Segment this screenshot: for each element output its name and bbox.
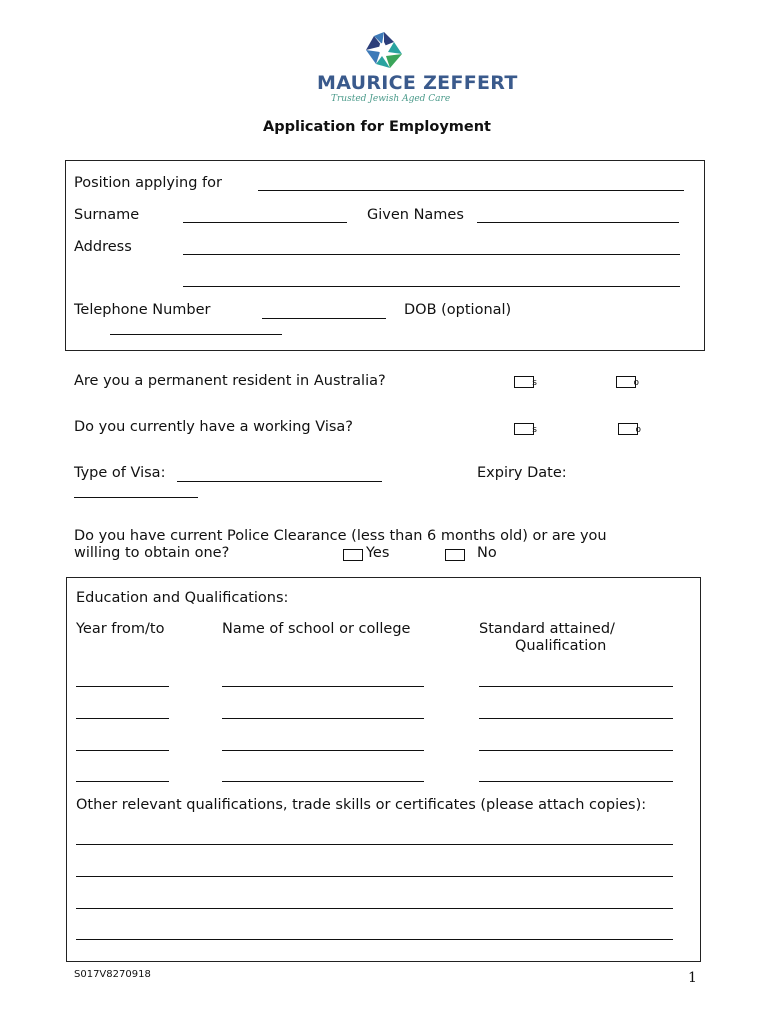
education-year-field-3[interactable] xyxy=(76,750,169,751)
police-clearance-question-line-2: willing to obtain one? xyxy=(74,545,230,561)
other-qualifications-label: Other relevant qualifications, trade skills or certificates (please attach copies): xyxy=(76,797,647,813)
working-visa-question: Do you currently have a working Visa? xyxy=(74,419,353,435)
position-field[interactable] xyxy=(258,190,684,191)
expiry-date-field[interactable] xyxy=(74,497,198,498)
education-heading: Education and Qualifications: xyxy=(76,590,289,606)
dob-field[interactable] xyxy=(110,334,282,335)
police-clearance-no-checkbox[interactable] xyxy=(445,549,465,561)
logo-name: MAURICE ZEFFERT xyxy=(317,72,518,94)
permanent-resident-question: Are you a permanent resident in Australia? xyxy=(74,373,386,389)
position-label: Position applying for xyxy=(74,175,222,191)
education-school-field-4[interactable] xyxy=(222,781,424,782)
dob-label: DOB (optional) xyxy=(404,302,512,318)
visa-type-label: Type of Visa: xyxy=(74,465,166,481)
standard-column-header-line-1: Standard attained/ xyxy=(479,621,615,637)
education-standard-field-3[interactable] xyxy=(479,750,673,751)
permanent-resident-yes-checkbox[interactable]: s xyxy=(514,376,534,388)
police-clearance-question-line-1: Do you have current Police Clearance (less than 6 months old) or are you xyxy=(74,528,607,544)
visa-type-field[interactable] xyxy=(177,481,382,482)
page-number: 1 xyxy=(688,970,697,986)
page-title: Application for Employment xyxy=(263,119,491,135)
year-column-header: Year from/to xyxy=(76,621,165,637)
education-school-field-2[interactable] xyxy=(222,718,424,719)
police-clearance-yes-label: Yes xyxy=(366,545,390,561)
surname-label: Surname xyxy=(74,207,140,223)
permanent-resident-no-checkbox[interactable]: o xyxy=(616,376,636,388)
education-standard-field-1[interactable] xyxy=(479,686,673,687)
expiry-date-label: Expiry Date: xyxy=(477,465,567,481)
standard-column-header-line-2: Qualification xyxy=(515,638,607,654)
education-year-field-2[interactable] xyxy=(76,718,169,719)
address-label: Address xyxy=(74,239,132,255)
police-clearance-no-label: No xyxy=(477,545,497,561)
other-qualifications-field-2[interactable] xyxy=(76,876,673,877)
other-qualifications-field-1[interactable] xyxy=(76,844,673,845)
other-qualifications-field-4[interactable] xyxy=(76,939,673,940)
telephone-label: Telephone Number xyxy=(74,302,211,318)
education-standard-field-2[interactable] xyxy=(479,718,673,719)
police-clearance-yes-checkbox[interactable] xyxy=(343,549,363,561)
address-field-line-2[interactable] xyxy=(183,286,680,287)
working-visa-no-checkbox[interactable]: o xyxy=(618,423,638,435)
logo-tagline: Trusted Jewish Aged Care xyxy=(331,94,451,104)
education-school-field-3[interactable] xyxy=(222,750,424,751)
document-code: S017V8270918 xyxy=(74,969,151,980)
surname-field[interactable] xyxy=(183,222,347,223)
given-names-field[interactable] xyxy=(477,222,679,223)
other-qualifications-field-3[interactable] xyxy=(76,908,673,909)
education-year-field-1[interactable] xyxy=(76,686,169,687)
given-names-label: Given Names xyxy=(367,207,464,223)
education-standard-field-4[interactable] xyxy=(479,781,673,782)
address-field-line-1[interactable] xyxy=(183,254,680,255)
working-visa-yes-checkbox[interactable]: s xyxy=(514,423,534,435)
telephone-field[interactable] xyxy=(262,318,386,319)
education-school-field-1[interactable] xyxy=(222,686,424,687)
education-year-field-4[interactable] xyxy=(76,781,169,782)
school-column-header: Name of school or college xyxy=(222,621,411,637)
star-logo-icon xyxy=(364,30,404,70)
